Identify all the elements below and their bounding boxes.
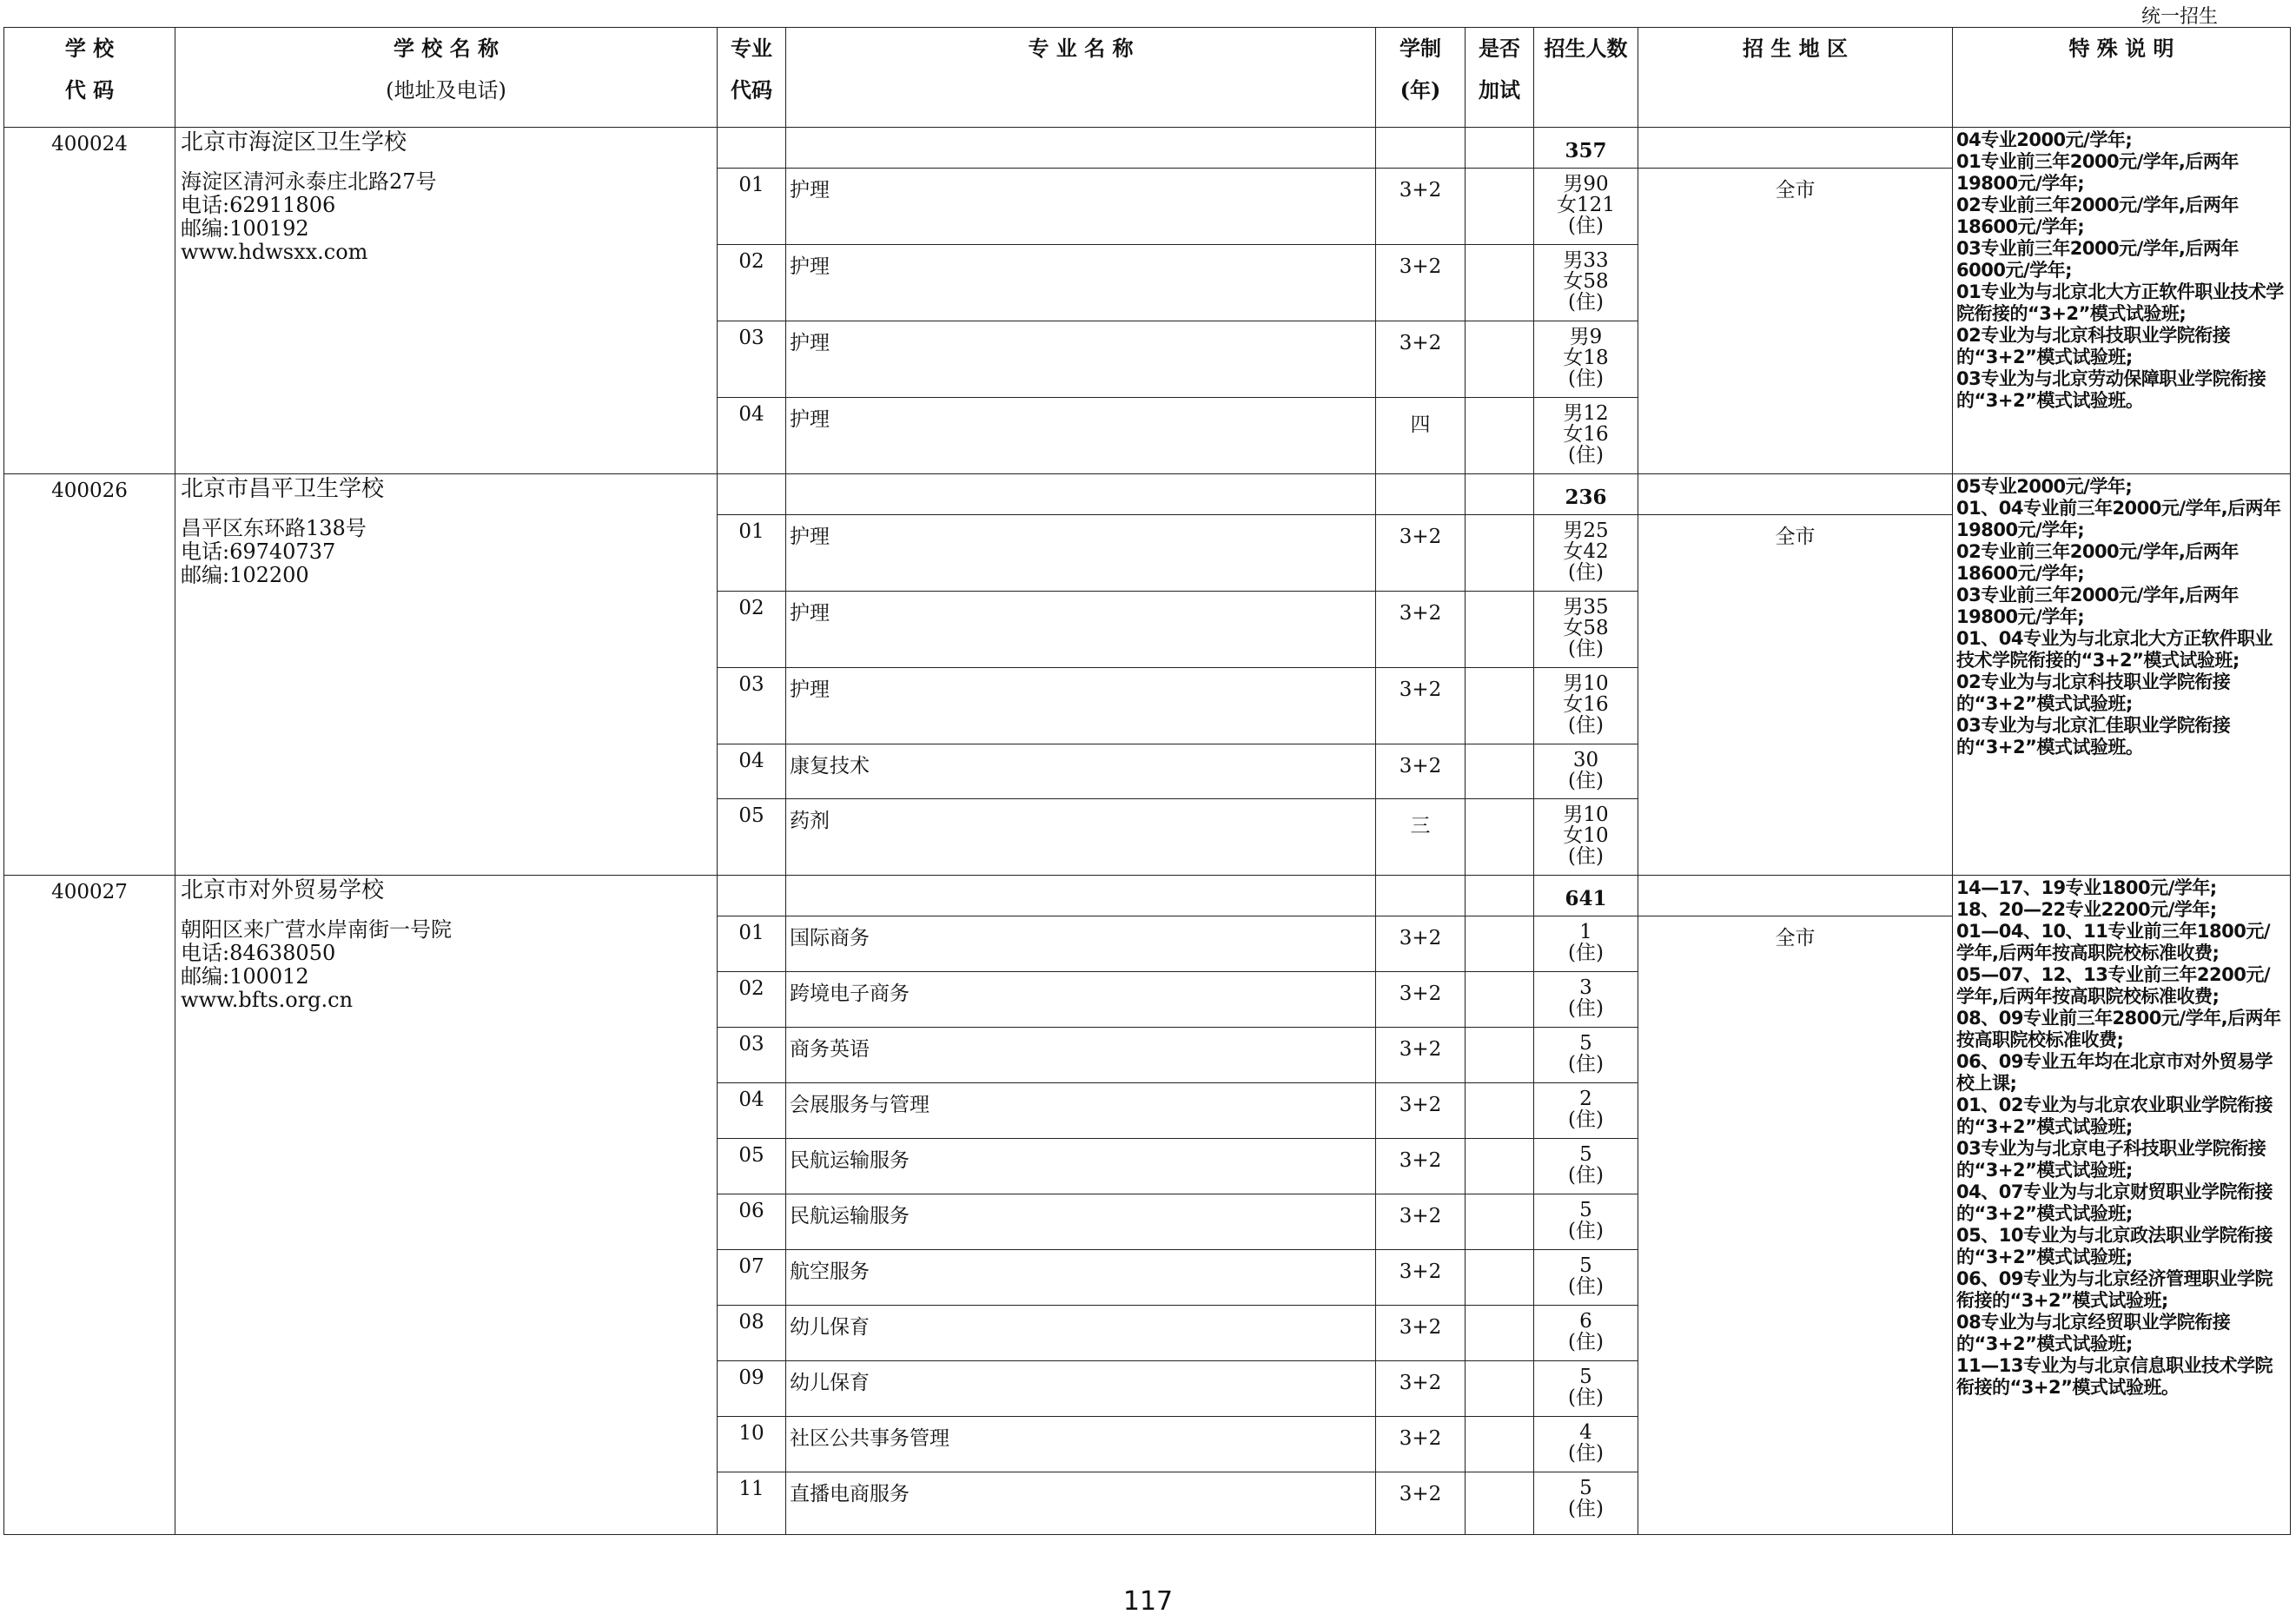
empty-cell	[1638, 876, 1953, 916]
major-enrollment	[1534, 515, 1638, 592]
empty-cell	[786, 474, 1376, 515]
major-code: 03	[718, 1028, 786, 1083]
extra-exam-cell	[1466, 799, 1534, 876]
note-line: 01、02专业为与北京农业职业学院衔接的“3+2”模式试验班;	[1956, 1095, 2273, 1137]
enrollment-line: (住)	[1568, 367, 1604, 390]
major-code: 04	[718, 744, 786, 799]
enrollment-line: 男35	[1563, 596, 1609, 619]
header-notes: 特 殊 说 明	[1953, 28, 2291, 128]
extra-exam-cell	[1466, 1083, 1534, 1139]
note-line: 05专业2000元/学年;	[1956, 476, 2133, 497]
note-line: 14—17、19专业1800元/学年;	[1956, 877, 2217, 898]
major-duration: 3+2	[1376, 169, 1466, 245]
special-notes	[1953, 876, 2291, 1535]
school-name: 北京市昌平卫生学校	[181, 476, 385, 502]
admission-region: 全市	[1638, 515, 1953, 876]
extra-exam-cell	[1466, 668, 1534, 744]
enrollment-line: (住)	[1568, 1498, 1604, 1520]
empty-cell	[1466, 128, 1534, 169]
major-code: 03	[718, 321, 786, 398]
empty-cell	[1466, 474, 1534, 515]
major-name: 民航运输服务	[786, 1194, 1376, 1250]
major-duration: 3+2	[1376, 245, 1466, 321]
extra-exam-cell	[1466, 1306, 1534, 1361]
school-address-line: 邮编:100012	[181, 964, 309, 989]
note-line: 08专业为与北京经贸职业学院衔接的“3+2”模式试验班;	[1956, 1312, 2231, 1354]
empty-cell	[718, 474, 786, 515]
major-enrollment	[1534, 398, 1638, 474]
special-notes	[1953, 474, 2291, 876]
major-enrollment	[1534, 1250, 1638, 1306]
major-duration: 3+2	[1376, 1417, 1466, 1472]
major-code: 11	[718, 1472, 786, 1535]
major-duration: 三	[1376, 799, 1466, 876]
school-address-line: 海淀区清河永泰庄北路27号	[181, 169, 437, 194]
major-code: 02	[718, 245, 786, 321]
empty-cell	[718, 128, 786, 169]
empty-cell	[1376, 876, 1466, 916]
enrollment-line: 5	[1579, 1143, 1592, 1166]
extra-exam-cell	[1466, 1028, 1534, 1083]
school-total-row	[4, 128, 2291, 169]
major-enrollment	[1534, 744, 1638, 799]
header-school-name: 学 校 名 称 (地址及电话)	[175, 28, 718, 128]
enrollment-line: 女42	[1563, 540, 1609, 563]
enrollment-line: 男90	[1563, 173, 1609, 195]
major-name: 护理	[786, 321, 1376, 398]
major-duration: 3+2	[1376, 1250, 1466, 1306]
major-duration: 3+2	[1376, 1083, 1466, 1139]
enrollment-line: 女10	[1563, 824, 1609, 847]
note-line: 02专业为与北京科技职业学院衔接的“3+2”模式试验班;	[1956, 672, 2231, 714]
major-duration: 3+2	[1376, 321, 1466, 398]
school-address-line: 昌平区东环路138号	[181, 516, 367, 540]
major-code: 04	[718, 398, 786, 474]
note-line: 03专业前三年2000元/学年,后两年19800元/学年;	[1956, 585, 2239, 627]
admissions-table	[3, 27, 2291, 1535]
school-total-enrollment: 641	[1534, 876, 1638, 916]
extra-exam-cell	[1466, 1194, 1534, 1250]
note-line: 01、04专业前三年2000元/学年,后两年19800元/学年;	[1956, 498, 2281, 540]
enrollment-line: 5	[1579, 1032, 1592, 1055]
enrollment-line: 女16	[1563, 423, 1609, 446]
extra-exam-cell	[1466, 916, 1534, 972]
major-enrollment	[1534, 1472, 1638, 1535]
note-line: 02专业前三年2000元/学年,后两年18600元/学年;	[1956, 195, 2239, 237]
major-enrollment	[1534, 1083, 1638, 1139]
enrollment-line: (住)	[1568, 1053, 1604, 1075]
enrollment-line: (住)	[1568, 1442, 1604, 1465]
major-enrollment	[1534, 1306, 1638, 1361]
enrollment-line: (住)	[1568, 942, 1604, 964]
empty-cell	[1638, 128, 1953, 169]
note-line: 02专业为与北京科技职业学院衔接的“3+2”模式试验班;	[1956, 325, 2231, 367]
note-line: 01、04专业为与北京北大方正软件职业技术学院衔接的“3+2”模式试验班;	[1956, 628, 2273, 671]
enrollment-line: 2	[1579, 1088, 1592, 1110]
school-address-line: 邮编:100192	[181, 216, 309, 241]
major-duration: 四	[1376, 398, 1466, 474]
major-duration: 3+2	[1376, 592, 1466, 668]
school-code: 400026	[4, 474, 175, 876]
major-name: 护理	[786, 668, 1376, 744]
enrollment-line: (住)	[1568, 291, 1604, 314]
major-duration: 3+2	[1376, 1472, 1466, 1535]
major-enrollment	[1534, 1361, 1638, 1417]
school-info	[175, 876, 718, 1535]
major-code: 07	[718, 1250, 786, 1306]
enrollment-line: 5	[1579, 1366, 1592, 1388]
note-line: 01专业前三年2000元/学年,后两年19800元/学年;	[1956, 151, 2239, 194]
school-address-line: 邮编:102200	[181, 563, 309, 587]
header-major-name: 专 业 名 称	[786, 28, 1376, 128]
enrollment-line: 女18	[1563, 347, 1609, 369]
school-address-line: 朝阳区来广营水岸南街一号院	[181, 917, 452, 942]
major-enrollment	[1534, 321, 1638, 398]
empty-cell	[786, 128, 1376, 169]
school-total-enrollment: 357	[1534, 128, 1638, 169]
major-code: 02	[718, 592, 786, 668]
header-duration: 学制 (年)	[1376, 28, 1466, 128]
extra-exam-cell	[1466, 321, 1534, 398]
note-line: 03专业为与北京电子科技职业学院衔接的“3+2”模式试验班;	[1956, 1138, 2266, 1181]
school-name: 北京市对外贸易学校	[181, 877, 385, 903]
empty-cell	[1376, 128, 1466, 169]
enrollment-line: (住)	[1568, 444, 1604, 466]
major-name: 护理	[786, 169, 1376, 245]
major-enrollment	[1534, 1417, 1638, 1472]
major-name: 护理	[786, 398, 1376, 474]
note-line: 05—07、12、13专业前三年2200元/学年,后两年按高职院校标准收费;	[1956, 964, 2271, 1007]
major-duration: 3+2	[1376, 972, 1466, 1028]
major-enrollment	[1534, 1194, 1638, 1250]
enrollment-line: (住)	[1568, 997, 1604, 1020]
major-name: 康复技术	[786, 744, 1376, 799]
major-enrollment	[1534, 972, 1638, 1028]
enrollment-line: 男9	[1569, 326, 1603, 348]
major-enrollment	[1534, 668, 1638, 744]
enrollment-line: 男33	[1563, 249, 1609, 272]
extra-exam-cell	[1466, 515, 1534, 592]
note-line: 01专业为与北京北大方正软件职业技术学院衔接的“3+2”模式试验班;	[1956, 281, 2284, 324]
enrollment-line: (住)	[1568, 215, 1604, 237]
header-enrollment: 招生人数	[1534, 28, 1638, 128]
school-address-line: 电话:62911806	[181, 193, 336, 217]
major-enrollment	[1534, 799, 1638, 876]
major-name: 护理	[786, 245, 1376, 321]
special-notes	[1953, 128, 2291, 474]
header-major-code: 专业 代码	[718, 28, 786, 128]
major-code: 01	[718, 916, 786, 972]
major-duration: 3+2	[1376, 1361, 1466, 1417]
enrollment-line: 5	[1579, 1477, 1592, 1499]
enrollment-line: 女58	[1563, 617, 1609, 639]
enrollment-line: (住)	[1568, 714, 1604, 737]
empty-cell	[786, 876, 1376, 916]
note-line: 04专业2000元/学年;	[1956, 129, 2133, 150]
school-address-line: www.bfts.org.cn	[181, 988, 354, 1012]
school-address-line: 电话:69740737	[181, 539, 336, 564]
school-total-enrollment: 236	[1534, 474, 1638, 515]
major-enrollment	[1534, 1028, 1638, 1083]
major-code: 06	[718, 1194, 786, 1250]
enrollment-line: (住)	[1568, 1220, 1604, 1242]
major-code: 09	[718, 1361, 786, 1417]
enrollment-line: 1	[1579, 921, 1592, 943]
enrollment-line: 4	[1579, 1421, 1592, 1444]
note-line: 18、20—22专业2200元/学年;	[1956, 899, 2217, 920]
major-name: 幼儿保育	[786, 1306, 1376, 1361]
major-name: 护理	[786, 592, 1376, 668]
enrollment-line: (住)	[1568, 1386, 1604, 1409]
school-name: 北京市海淀区卫生学校	[181, 129, 407, 155]
enrollment-line: 女58	[1563, 270, 1609, 293]
extra-exam-cell	[1466, 592, 1534, 668]
enrollment-line: 5	[1579, 1199, 1592, 1221]
empty-cell	[718, 876, 786, 916]
major-name: 跨境电子商务	[786, 972, 1376, 1028]
note-line: 05、10专业为与北京政法职业学院衔接的“3+2”模式试验班;	[1956, 1225, 2273, 1267]
major-enrollment	[1534, 916, 1638, 972]
major-code: 10	[718, 1417, 786, 1472]
page-number: 117	[1122, 1586, 1174, 1617]
note-line: 03专业为与北京劳动保障职业学院衔接的“3+2”模式试验班。	[1956, 368, 2266, 411]
extra-exam-cell	[1466, 398, 1534, 474]
school-info	[175, 474, 718, 876]
major-enrollment	[1534, 245, 1638, 321]
major-code: 04	[718, 1083, 786, 1139]
note-line: 06、09专业为与北京经济管理职业学院衔接的“3+2”模式试验班;	[1956, 1268, 2273, 1311]
enrollment-line: 女16	[1563, 693, 1609, 716]
extra-exam-cell	[1466, 744, 1534, 799]
enrollment-line: (住)	[1568, 1275, 1604, 1298]
extra-exam-cell	[1466, 1250, 1534, 1306]
major-name: 直播电商服务	[786, 1472, 1376, 1535]
school-total-row	[4, 876, 2291, 916]
note-line: 03专业为与北京汇佳职业学院衔接的“3+2”模式试验班。	[1956, 715, 2231, 758]
school-code: 400024	[4, 128, 175, 474]
extra-exam-cell	[1466, 169, 1534, 245]
empty-cell	[1466, 876, 1534, 916]
extra-exam-cell	[1466, 1472, 1534, 1535]
school-code: 400027	[4, 876, 175, 1535]
major-duration: 3+2	[1376, 668, 1466, 744]
enrollment-line: 女121	[1557, 194, 1615, 216]
enrollment-line: 男12	[1563, 402, 1609, 425]
major-duration: 3+2	[1376, 744, 1466, 799]
major-name: 民航运输服务	[786, 1139, 1376, 1194]
empty-cell	[1638, 474, 1953, 515]
admission-region: 全市	[1638, 169, 1953, 474]
major-name: 商务英语	[786, 1028, 1376, 1083]
enrollment-line: (住)	[1568, 1331, 1604, 1353]
major-code: 08	[718, 1306, 786, 1361]
enrollment-line: 男10	[1563, 804, 1609, 826]
note-line: 04、07专业为与北京财贸职业学院衔接的“3+2”模式试验班;	[1956, 1181, 2273, 1224]
extra-exam-cell	[1466, 1417, 1534, 1472]
extra-exam-cell	[1466, 1361, 1534, 1417]
enrollment-line: (住)	[1568, 770, 1604, 792]
extra-exam-cell	[1466, 972, 1534, 1028]
major-name: 社区公共事务管理	[786, 1417, 1376, 1472]
school-info	[175, 128, 718, 474]
header-row	[4, 28, 2291, 128]
major-duration: 3+2	[1376, 1194, 1466, 1250]
major-code: 01	[718, 515, 786, 592]
major-duration: 3+2	[1376, 515, 1466, 592]
enrollment-line: 30	[1572, 749, 1599, 771]
major-name: 航空服务	[786, 1250, 1376, 1306]
school-address-line: 电话:84638050	[181, 941, 336, 965]
enrollment-line: 5	[1579, 1254, 1592, 1277]
admission-region: 全市	[1638, 916, 1953, 1535]
header-region: 招 生 地 区	[1638, 28, 1953, 128]
enrollment-line: (住)	[1568, 845, 1604, 868]
enrollment-line: 6	[1579, 1310, 1592, 1333]
header-extra-exam: 是否 加试	[1466, 28, 1534, 128]
major-duration: 3+2	[1376, 1139, 1466, 1194]
note-line: 03专业前三年2000元/学年,后两年6000元/学年;	[1956, 238, 2239, 281]
extra-exam-cell	[1466, 1139, 1534, 1194]
major-name: 护理	[786, 515, 1376, 592]
enrollment-line: (住)	[1568, 1164, 1604, 1187]
enrollment-line: 男10	[1563, 672, 1609, 695]
major-code: 01	[718, 169, 786, 245]
major-duration: 3+2	[1376, 1306, 1466, 1361]
major-enrollment	[1534, 169, 1638, 245]
major-name: 会展服务与管理	[786, 1083, 1376, 1139]
major-name: 药剂	[786, 799, 1376, 876]
enrollment-line: 男25	[1563, 519, 1609, 542]
major-code: 03	[718, 668, 786, 744]
major-enrollment	[1534, 592, 1638, 668]
school-address-line: www.hdwsxx.com	[181, 240, 368, 264]
extra-exam-cell	[1466, 245, 1534, 321]
header-school-code: 学 校 代 码	[4, 28, 175, 128]
major-code: 05	[718, 799, 786, 876]
major-duration: 3+2	[1376, 1028, 1466, 1083]
enrollment-line: 3	[1579, 976, 1592, 999]
enrollment-line: (住)	[1568, 561, 1604, 584]
major-enrollment	[1534, 1139, 1638, 1194]
note-line: 01—04、10、11专业前三年1800元/学年,后两年按高职院校标准收费;	[1956, 921, 2271, 963]
major-code: 02	[718, 972, 786, 1028]
empty-cell	[1376, 474, 1466, 515]
note-line: 08、09专业前三年2800元/学年,后两年按高职院校标准收费;	[1956, 1008, 2281, 1050]
major-name: 国际商务	[786, 916, 1376, 972]
page-category-label: 统一招生	[2141, 6, 2218, 28]
note-line: 11—13专业为与北京信息职业技术学院衔接的“3+2”模式试验班。	[1956, 1355, 2273, 1398]
enrollment-line: (住)	[1568, 1108, 1604, 1131]
school-total-row	[4, 474, 2291, 515]
major-name: 幼儿保育	[786, 1361, 1376, 1417]
major-duration: 3+2	[1376, 916, 1466, 972]
major-code: 05	[718, 1139, 786, 1194]
enrollment-line: (住)	[1568, 638, 1604, 660]
note-line: 06、09专业五年均在北京市对外贸易学校上课;	[1956, 1051, 2273, 1094]
note-line: 02专业前三年2000元/学年,后两年18600元/学年;	[1956, 541, 2239, 584]
